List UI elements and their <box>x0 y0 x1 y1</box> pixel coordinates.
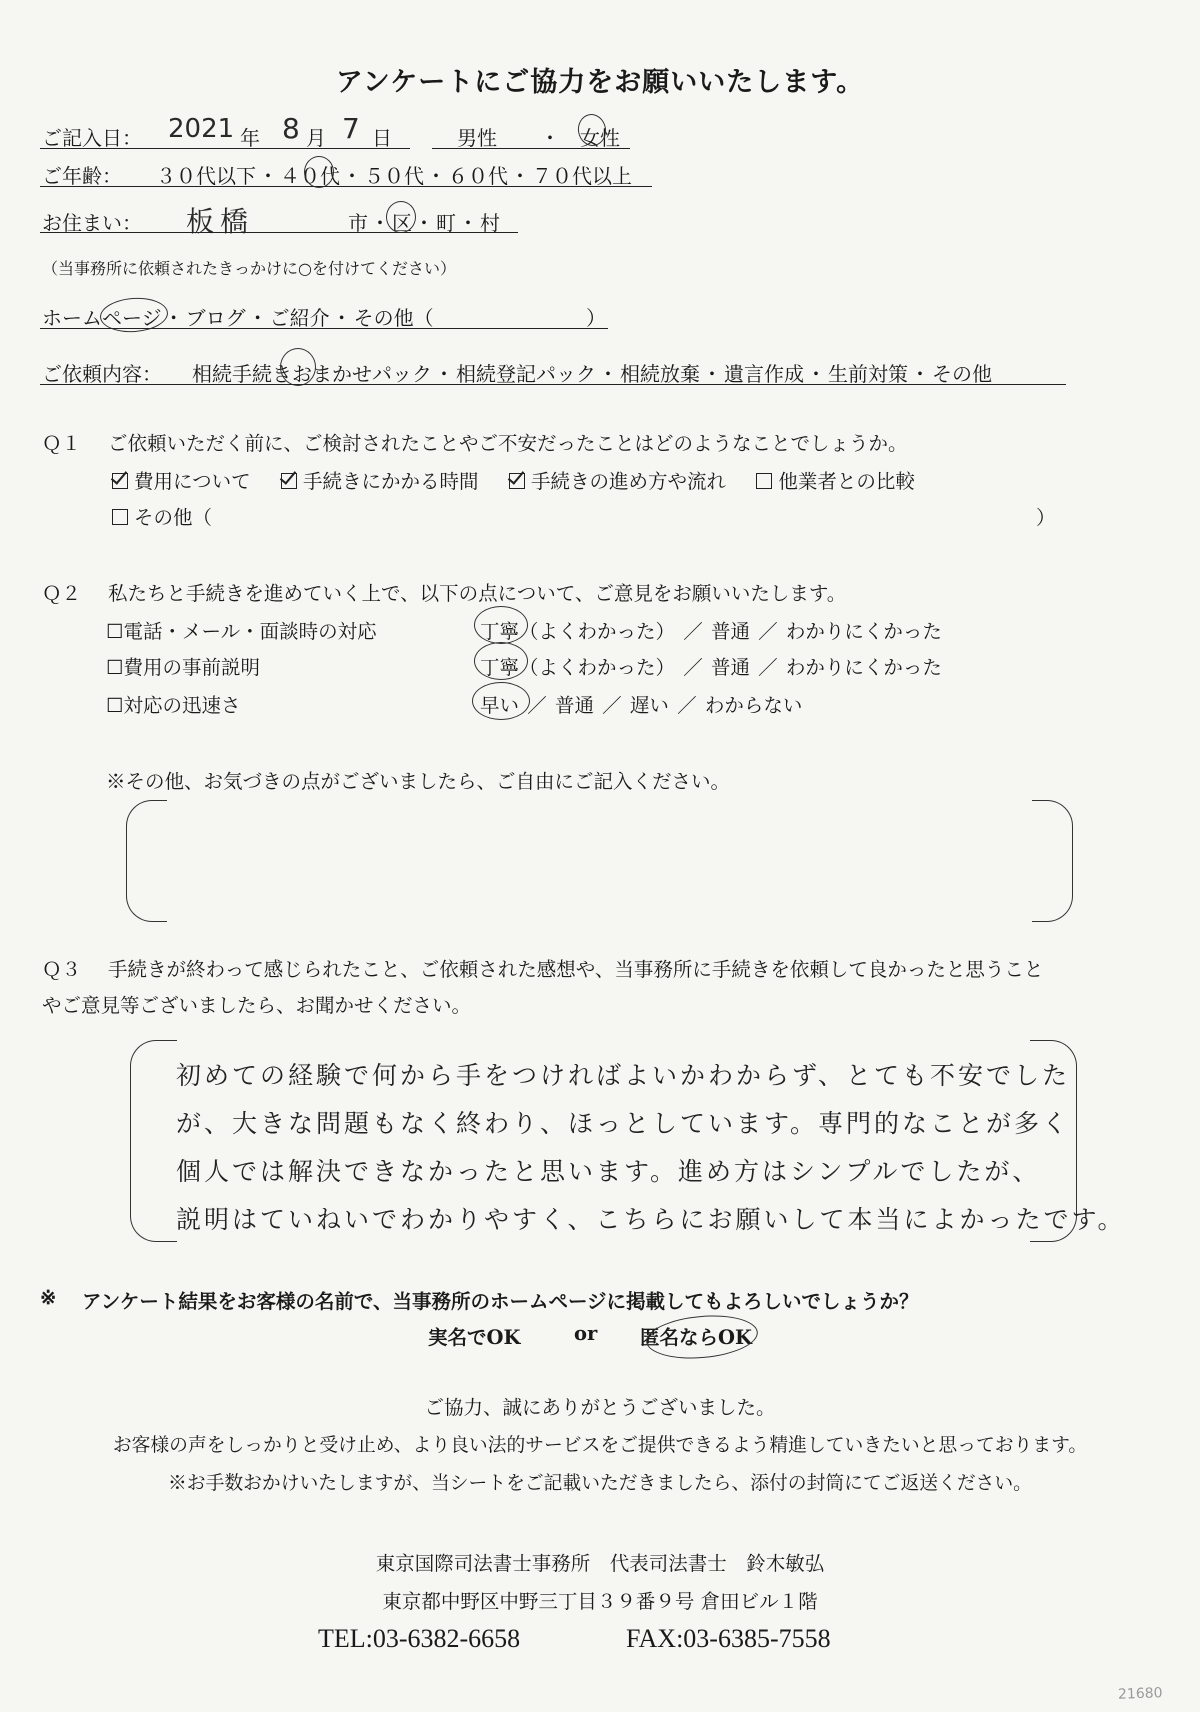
request-label: ご依頼内容： <box>42 362 162 386</box>
q2-choice-polite[interactable]: 丁寧（よくわかった） <box>480 620 676 643</box>
q2-item-label-cost[interactable]: ☐費用の事前説明 <box>106 656 260 679</box>
age-label: ご年齢： <box>42 164 122 188</box>
q2-item-choices-phone: 丁寧（よくわかった） ／ 普通 ／ わかりにくかった <box>480 620 942 643</box>
gender-underline <box>432 148 630 149</box>
q2-item-choices-speed: 早い ／ 普通 ／ 遅い ／ わからない <box>480 694 803 717</box>
q2-choice-slow[interactable]: 遅い <box>629 694 669 717</box>
q1-checkbox-compare[interactable] <box>756 473 772 489</box>
date-underline <box>40 148 410 149</box>
q3-question-line1: 手続きが終わって感じられたこと、ご依頼された感想や、当事務所に手続きを依頼して良かったと思うこと <box>108 958 1044 981</box>
q2-choice-unknown[interactable]: わからない <box>704 694 803 717</box>
request-option-registration-pack[interactable]: 相続登記パック <box>456 362 596 386</box>
request-option-renunciation[interactable]: 相続放棄 <box>620 362 700 386</box>
residence-selection-circle <box>386 201 416 233</box>
q2-choice-normal[interactable]: 普通 <box>710 656 750 679</box>
residence-units: 市 ・ 区 ・ 町 ・ 村 <box>348 207 500 236</box>
residence-underline <box>40 232 518 233</box>
date-month-written[interactable]: 8 <box>282 112 300 145</box>
age-options: ３０代以下 ・ ４０代 ・ ５０代 ・ ６０代 ・ ７０代以上 <box>156 160 632 189</box>
publish-option-real-name[interactable]: 実名でOK <box>428 1326 521 1349</box>
q1-number: Ｑ１ <box>42 432 82 455</box>
residence-written[interactable]: 板橋 <box>186 205 255 238</box>
q1-other-label: その他（ <box>134 506 213 529</box>
publish-or: or <box>574 1322 598 1345</box>
date-label: ご記入日： <box>42 126 142 150</box>
publish-selection-circle <box>644 1311 759 1363</box>
q1-checkbox-time[interactable] <box>281 473 297 489</box>
q2-selection-circle-speed <box>472 682 530 720</box>
q2-comment-bracket-right <box>1032 800 1073 922</box>
q1-checkbox-process[interactable] <box>509 473 525 489</box>
request-underline <box>40 384 1066 385</box>
office-name: 東京国際司法書士事務所 代表司法書士 鈴木敏弘 <box>375 1552 825 1575</box>
age-option-30s-under[interactable]: ３０代以下 <box>156 164 256 188</box>
q1-other-close: ） <box>1036 506 1056 529</box>
q2-item-label-speed[interactable]: ☐対応の迅速さ <box>106 694 241 717</box>
q1-other-row <box>112 502 212 530</box>
date-month-unit: 月 <box>306 126 326 150</box>
q1-option-process: 手続きの進め方や流れ <box>530 470 726 493</box>
q2-choice-unclear[interactable]: わかりにくかった <box>785 656 942 679</box>
q3-answer-line: 初めての経験で何から手をつければよいかわからず、とても不安でした <box>176 1061 1071 1090</box>
q1-checkbox-cost[interactable] <box>112 473 128 489</box>
q2-question: 私たちと手続きを進めていく上で、以下の点について、ご意見をお願いいたします。 <box>108 582 847 605</box>
q3-question-line2: やご意見等ございましたら、お聞かせください。 <box>42 994 472 1017</box>
q1-question: ご依頼いただく前に、ご検討されたことやご不安だったことはどのようなことでしょうか。 <box>108 432 908 455</box>
trigger-option-other[interactable]: その他（ <box>353 306 434 330</box>
q2-selection-circle-cost <box>474 642 528 680</box>
residence-label: お住まい： <box>42 211 142 235</box>
request-options: 相続手続きおまかせパック ・ 相続登記パック ・ 相続放棄 ・ 遺言作成 ・ 生前対策 ・ その他 <box>192 358 992 387</box>
q2-item-choices-cost: 丁寧（よくわかった） ／ 普通 ／ わかりにくかった <box>480 656 942 679</box>
q2-item-label-phone[interactable]: ☐電話・メール・面談時の対応 <box>106 620 377 643</box>
q2-number: Ｑ２ <box>42 582 82 605</box>
q2-selection-circle-phone <box>474 606 528 644</box>
q2-choice-fast[interactable]: 早い <box>480 694 520 717</box>
gender-female[interactable]: 女性 <box>580 126 620 150</box>
closing-line3: ※お手数おかけいたしますが、当シートをご記載いただきましたら、添付の封筒にてご返送ください。 <box>168 1473 1032 1494</box>
q3-answer-line: 個人では解決できなかったと思います。進め方はシンプルでしたが、 <box>176 1157 1041 1186</box>
request-option-estate-planning[interactable]: 生前対策 <box>828 362 908 386</box>
q1-checkbox-other[interactable] <box>112 509 128 525</box>
q1-option-time: 手続きにかかる時間 <box>303 470 479 493</box>
closing-line2: お客様の声をしっかりと受け止め、より良い法的サービスをご提供できるよう精進していきたいと思っております。 <box>112 1435 1088 1456</box>
request-selection-circle <box>280 348 316 386</box>
q3-number: Ｑ３ <box>42 958 82 981</box>
q2-choice-normal[interactable]: 普通 <box>710 620 750 643</box>
q2-choice-unclear[interactable]: わかりにくかった <box>785 620 942 643</box>
residence-unit-village[interactable]: 村 <box>480 211 500 235</box>
request-option-other[interactable]: その他 <box>932 362 992 386</box>
q3-answer-line: 説明はていねいでわかりやすく、こちらにお願いして本当によかったです。 <box>176 1205 1126 1234</box>
trigger-underline <box>40 328 608 329</box>
age-option-50s[interactable]: ５０代 <box>364 164 424 188</box>
trigger-option-homepage[interactable]: ホームページ <box>42 306 162 330</box>
trigger-options: ホームページ ・ ブログ ・ ご紹介 ・ その他（ <box>42 302 434 331</box>
q3-answer-bracket-left <box>130 1040 177 1242</box>
residence-unit-city[interactable]: 市 <box>348 211 368 235</box>
office-fax[interactable]: FAX:03-6385-7558 <box>626 1624 831 1653</box>
trigger-option-referral[interactable]: ご紹介 <box>269 306 330 330</box>
residence-unit-town[interactable]: 町 <box>436 211 456 235</box>
office-tel[interactable]: TEL:03-6382-6658 <box>318 1624 521 1653</box>
date-day-written[interactable]: 7 <box>342 112 360 145</box>
trigger-instruction: （当事務所に依頼されたきっかけに○を付けてください） <box>42 259 456 278</box>
q2-choice-normal[interactable]: 普通 <box>554 694 594 717</box>
request-option-will[interactable]: 遺言作成 <box>724 362 804 386</box>
age-option-40s[interactable]: ４０代 <box>280 164 340 188</box>
residence-unit-ward[interactable]: 区 <box>392 211 412 235</box>
gender-male[interactable]: 男性 <box>457 126 497 150</box>
q2-comment-bracket-left <box>126 800 167 922</box>
office-address: 東京都中野区中野三丁目３９番９号 倉田ビル１階 <box>382 1590 818 1613</box>
publish-question: アンケート結果をお客様の名前で、当事務所のホームページに掲載してもよろしいでしょうか？ <box>82 1290 919 1313</box>
closing-thanks: ご協力、誠にありがとうございました。 <box>424 1396 776 1419</box>
q1-options <box>112 466 915 494</box>
age-option-70s-over[interactable]: ７０代以上 <box>532 164 632 188</box>
date-day-unit: 日 <box>372 126 392 150</box>
age-underline <box>40 186 652 187</box>
date-year-written[interactable]: 2021 <box>168 114 235 144</box>
q2-note: ※その他、お気づきの点がございましたら、ご自由にご記入ください。 <box>106 770 731 793</box>
trigger-other-close: ） <box>586 306 606 330</box>
gender-separator: ・ <box>540 126 560 150</box>
date-year-unit: 年 <box>240 126 260 150</box>
q1-option-compare: 他業者との比較 <box>778 470 915 493</box>
publish-option-anonymous[interactable]: 匿名ならOK <box>640 1326 752 1349</box>
q2-choice-polite[interactable]: 丁寧（よくわかった） <box>480 656 676 679</box>
page-title: アンケートにご協力をお願いいたします。 <box>335 67 865 98</box>
trigger-option-blog[interactable]: ブログ <box>185 306 246 330</box>
q3-answer-line: が、大きな問題もなく終わり、ほっとしています。専門的なことが多く <box>176 1109 1071 1138</box>
publish-mark: ※ <box>40 1286 57 1309</box>
age-option-60s[interactable]: ６０代 <box>448 164 508 188</box>
age-selection-circle <box>304 156 334 188</box>
request-option-full-pack[interactable]: 相続手続きおまかせパック <box>192 362 432 386</box>
q1-option-cost: 費用について <box>134 470 251 493</box>
document-stamp-number: 21680 <box>1117 1685 1163 1703</box>
